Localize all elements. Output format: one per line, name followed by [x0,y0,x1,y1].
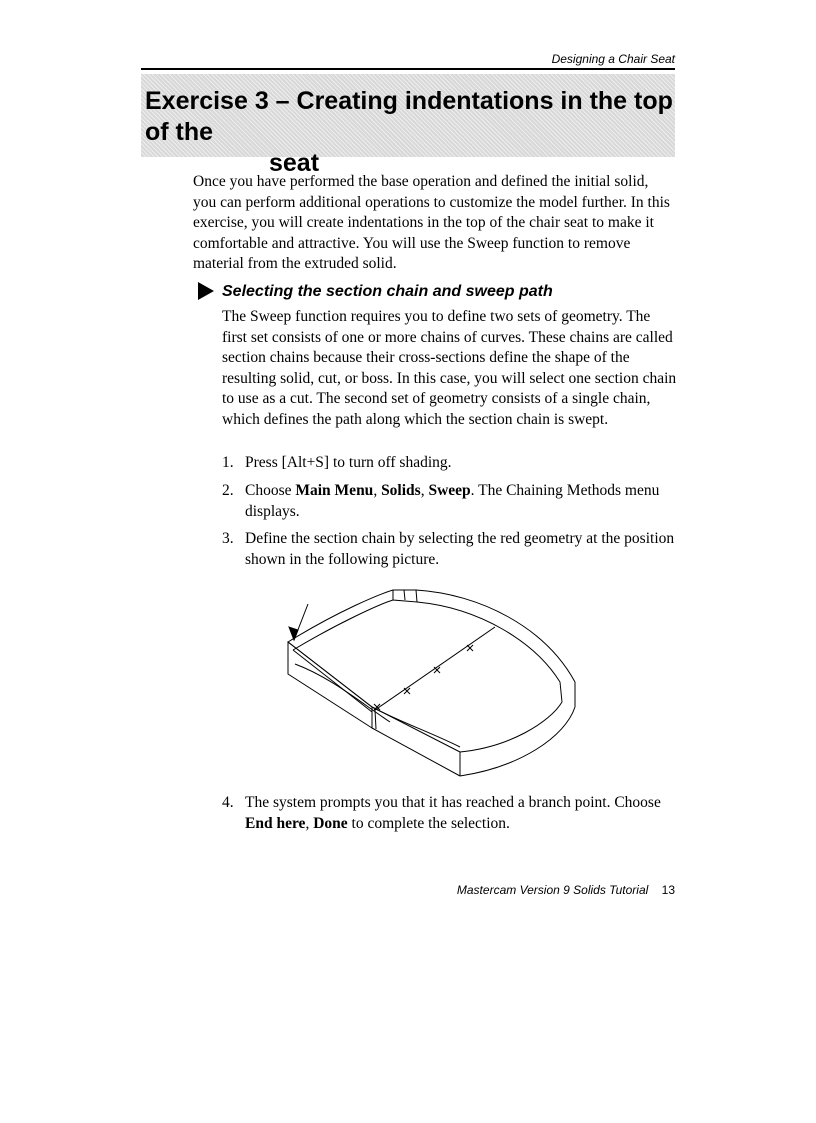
step-number: 3. [222,530,234,547]
exercise-title-line2: seat [269,149,320,177]
step-text: The system prompts you that it has reached a branch point. Choose End here, Done to complete the selection. [245,794,661,832]
list-item [222,529,677,570]
step-text: Choose Main Menu, Solids, Sweep. The Chaining Methods menu displays. [245,482,660,520]
step-text: Define the section chain by selecting the red geometry at the position shown in the following picture. [245,530,675,568]
exercise-title [145,86,675,179]
menu-end-here: End here [245,814,306,832]
menu-main-menu: Main Menu [295,482,374,499]
header-rule [141,68,675,70]
menu-solids: Solids [381,482,421,499]
list-item [222,793,677,834]
step-number: 1. [222,454,234,471]
menu-done: Done [313,814,348,832]
menu-sweep: Sweep [428,482,471,499]
section-paragraph: The Sweep function requires you to define two sets of geometry. The first set consists of one or more chains of curves. These chains are called section chains because their cross-sections define the shape of the resulting solid, cut, or boss. In this case, you will select one section chain to use as a cut. The second set of geometry consists of a single chain, which defines the path along which the section chain is swept. [222,308,677,428]
section-heading: Selecting the section chain and sweep path [222,283,553,300]
play-arrow-icon [197,281,215,301]
list-item [222,481,677,522]
step-text: Press [Alt+S] to turn off shading. [245,454,452,471]
running-header: Designing a Chair Seat [551,52,675,66]
list-item [222,453,677,474]
page-footer [457,883,675,897]
step-number: 4. [222,794,234,811]
chair-seat-wireframe-figure [280,582,590,792]
intro-paragraph: Once you have performed the base operation and defined the initial solid, you can perform additional operations to customize the model further. In this exercise, you will create indentations in the top of the chair seat to make it comfortable and attractive. You will use the Sweep function to remove material from the extruded solid. [193,173,670,272]
footer-book-title: Mastercam Version 9 Solids Tutorial [456,883,649,897]
step-number: 2. [222,482,234,499]
page-number: 13 [661,883,675,897]
exercise-title-line1: Exercise 3 – Creating indentations in the top of the [145,87,673,146]
